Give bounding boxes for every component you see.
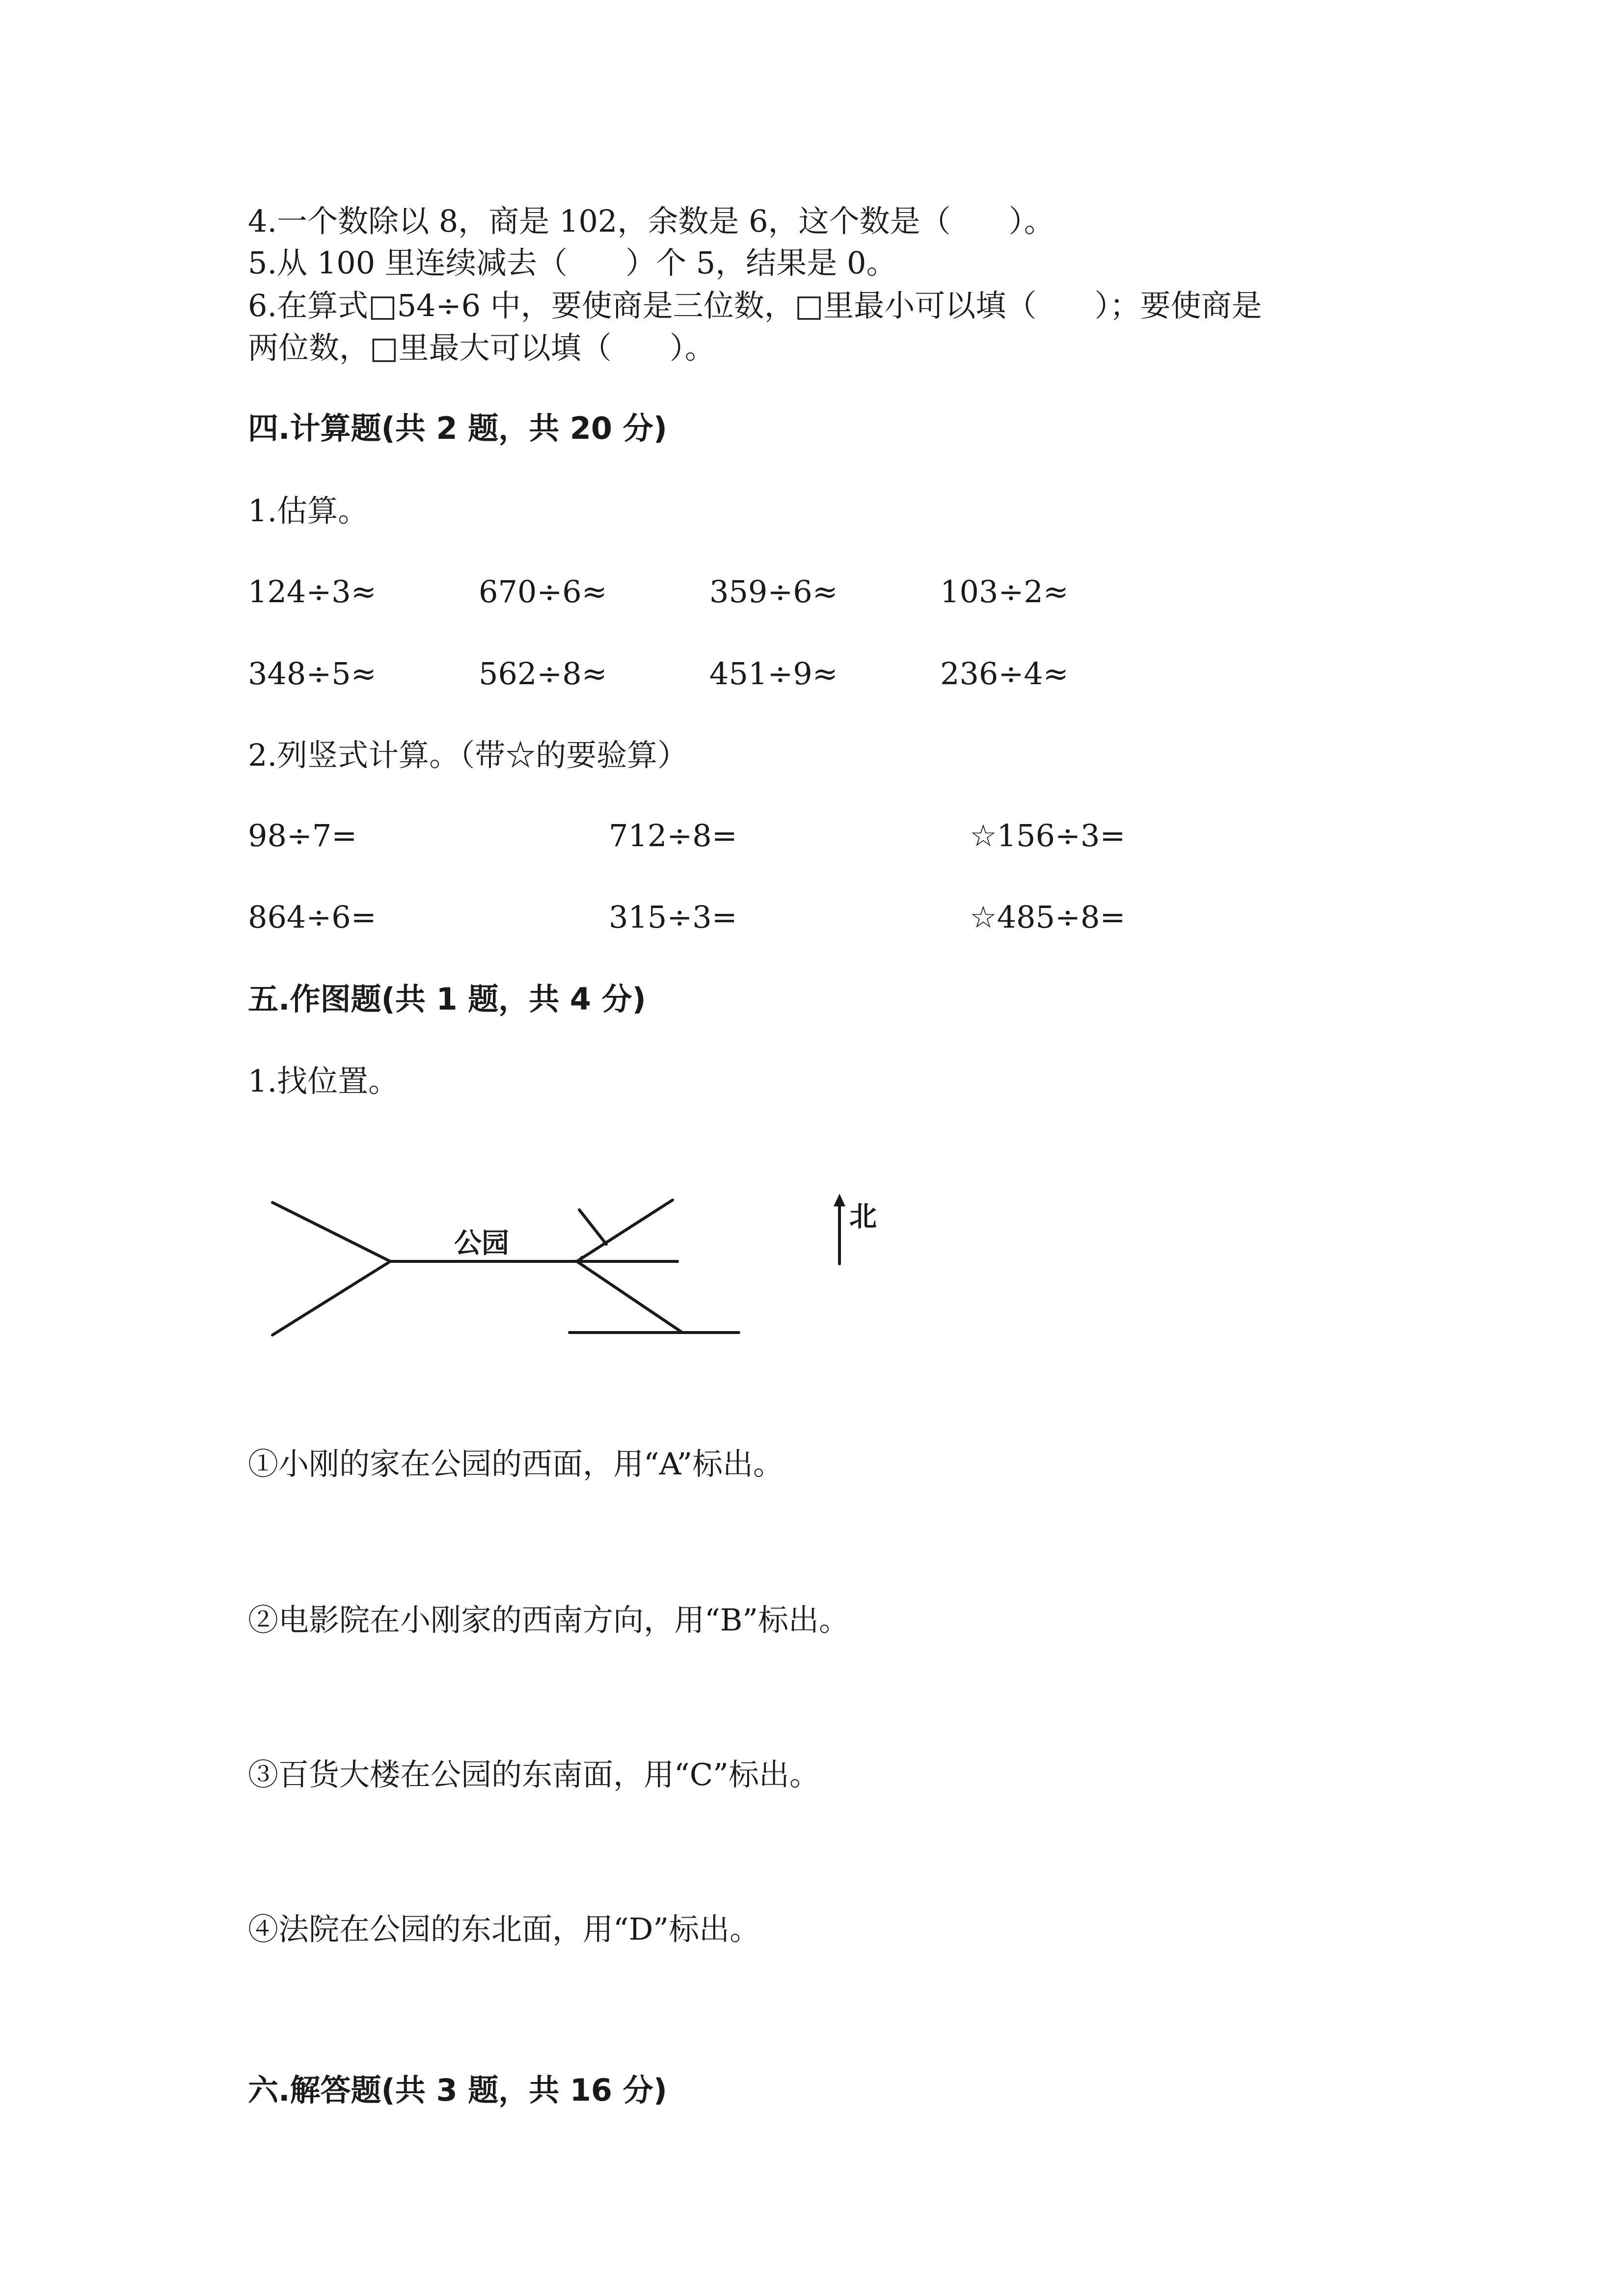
estimate-item: 562÷8≈ — [479, 656, 607, 692]
park-map-diagram — [255, 1168, 943, 1364]
question-6-line-1: 6.在算式□54÷6 中，要使商是三位数，□里最小可以填（ ）；要使商是 — [248, 288, 1262, 323]
estimate-item: 103÷2≈ — [940, 574, 1069, 610]
task-item-c: ③百货大楼在公园的东南面，用“C”标出。 — [248, 1757, 820, 1792]
estimate-item: 359÷6≈ — [709, 574, 838, 610]
estimate-item: 124÷3≈ — [248, 574, 377, 610]
find-position-title: 1.找位置。 — [248, 1063, 399, 1099]
map-road-line — [579, 1210, 606, 1244]
map-road-line — [577, 1261, 682, 1333]
map-road-line — [272, 1202, 390, 1261]
question-5: 5.从 100 里连续减去（ ）个 5，结果是 0。 — [248, 245, 897, 281]
vertical-calc-title: 2.列竖式计算。（带☆的要验算） — [248, 737, 688, 773]
estimate-item: 236÷4≈ — [940, 656, 1069, 692]
park-label: 公园 — [454, 1228, 509, 1259]
section-6-heading: 六.解答题(共 3 题，共 16 分) — [248, 2072, 667, 2108]
north-label: 北 — [849, 1201, 877, 1233]
map-road-line — [272, 1261, 390, 1335]
task-item-b: ②电影院在小刚家的西南方向，用“B”标出。 — [248, 1602, 849, 1638]
north-arrow-head — [834, 1194, 845, 1206]
vertical-calc-item: 98÷7= — [248, 818, 357, 854]
vertical-calc-item: 315÷3= — [609, 899, 737, 935]
estimate-title: 1.估算。 — [248, 493, 369, 529]
task-item-d: ④法院在公园的东北面，用“D”标出。 — [248, 1911, 760, 1947]
question-4: 4.一个数除以 8，商是 102，余数是 6，这个数是（ ）。 — [248, 203, 1055, 239]
map-road-line — [577, 1200, 673, 1261]
estimate-item: 670÷6≈ — [479, 574, 607, 610]
task-item-a: ①小刚的家在公园的西面，用“A”标出。 — [248, 1446, 784, 1482]
vertical-calc-item: ☆156÷3= — [970, 818, 1126, 854]
section-5-heading: 五.作图题(共 1 题，共 4 分) — [248, 981, 646, 1017]
estimate-item: 451÷9≈ — [709, 656, 838, 692]
vertical-calc-item: 712÷8= — [609, 818, 737, 854]
vertical-calc-item: 864÷6= — [248, 899, 377, 935]
vertical-calc-item: ☆485÷8= — [970, 899, 1126, 935]
estimate-item: 348÷5≈ — [248, 656, 377, 692]
question-6-line-2: 两位数，□里最大可以填（ ）。 — [248, 330, 715, 366]
section-4-heading: 四.计算题(共 2 题，共 20 分) — [248, 410, 667, 446]
